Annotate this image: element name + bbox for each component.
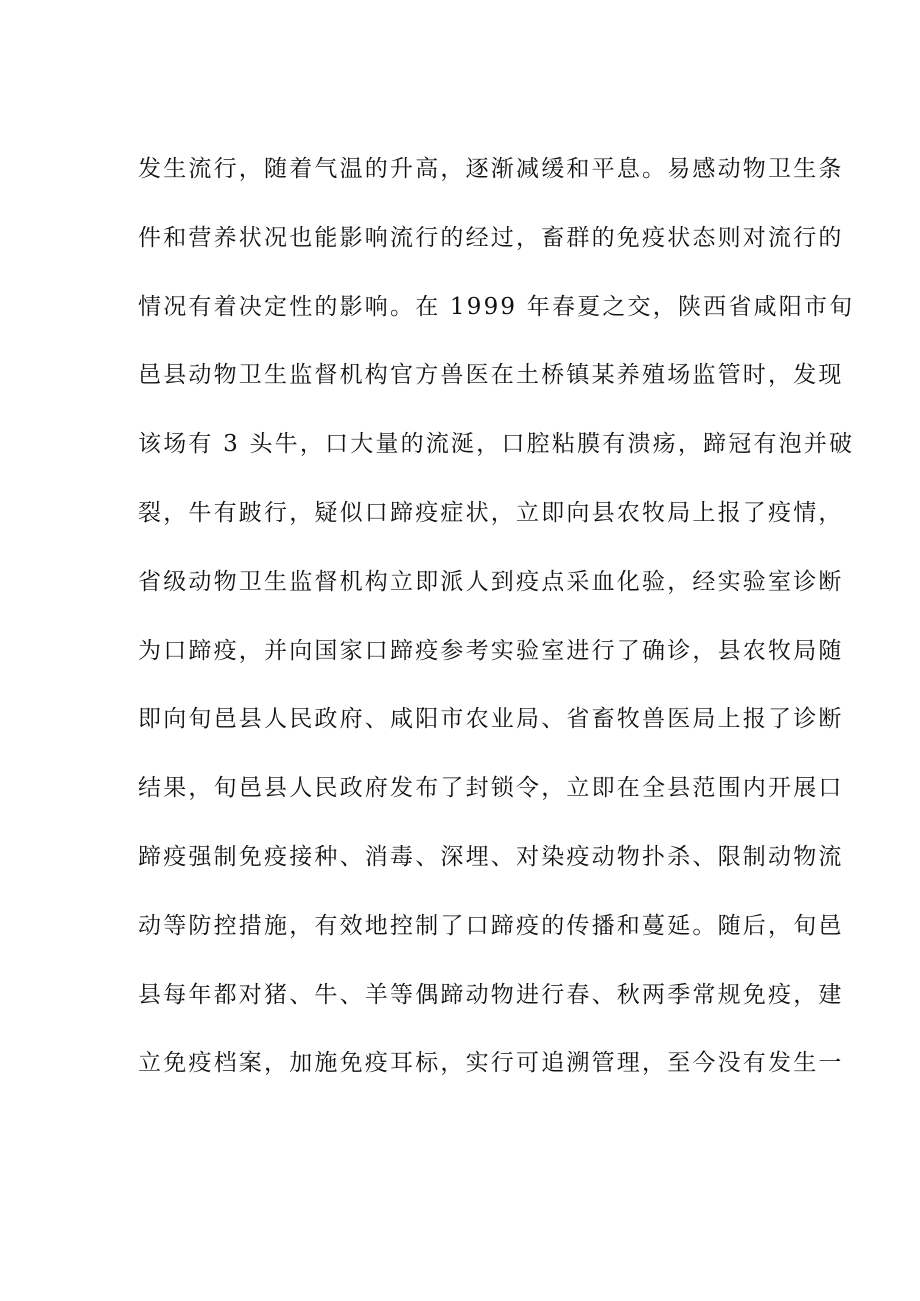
text-line-4: 邑县动物卫生监督机构官方兽医在土桥镇某养殖场监管时，发现 (138, 362, 844, 389)
text-line-13: 县每年都对猪、牛、羊等偶蹄动物进行春、秋两季常规免疫，建 (138, 981, 844, 1008)
text-line-5: 该场有 3 头牛，口大量的流涎，口腔粘膜有溃疡，蹄冠有泡并破 (138, 431, 855, 458)
body-paragraph (138, 147, 855, 1110)
text-line-11: 蹄疫强制免疫接种、消毒、深埋、对染疫动物扑杀、限制动物流 (138, 843, 844, 870)
text-line-6: 裂，牛有跛行，疑似口蹄疫症状，立即向县农牧局上报了疫情， (138, 499, 844, 526)
text-line-1: 发生流行，随着气温的升高，逐渐减缓和平息。易感动物卫生条 (138, 156, 844, 182)
text-line-3: 情况有着决定性的影响。在 1999 年春夏之交，陕西省咸阳市旬 (138, 293, 855, 320)
text-line-8: 为口蹄疫，并向国家口蹄疫参考实验室进行了确诊，县农牧局随 (138, 637, 844, 664)
text-line-2: 件和营养状况也能影响流行的经过，畜群的免疫状态则对流行的 (138, 224, 844, 251)
text-line-10: 结果，旬邑县人民政府发布了封锁令，立即在全县范围内开展口 (138, 775, 844, 802)
text-line-14: 立免疫档案，加施免疫耳标，实行可追溯管理，至今没有发生一 (138, 1050, 844, 1077)
text-line-9: 即向旬邑县人民政府、咸阳市农业局、省畜牧兽医局上报了诊断 (138, 706, 844, 733)
text-line-7: 省级动物卫生监督机构立即派人到疫点采血化验，经实验室诊断 (138, 568, 844, 595)
text-line-12: 动等防控措施，有效地控制了口蹄疫的传播和蔓延。随后，旬邑 (138, 912, 844, 939)
